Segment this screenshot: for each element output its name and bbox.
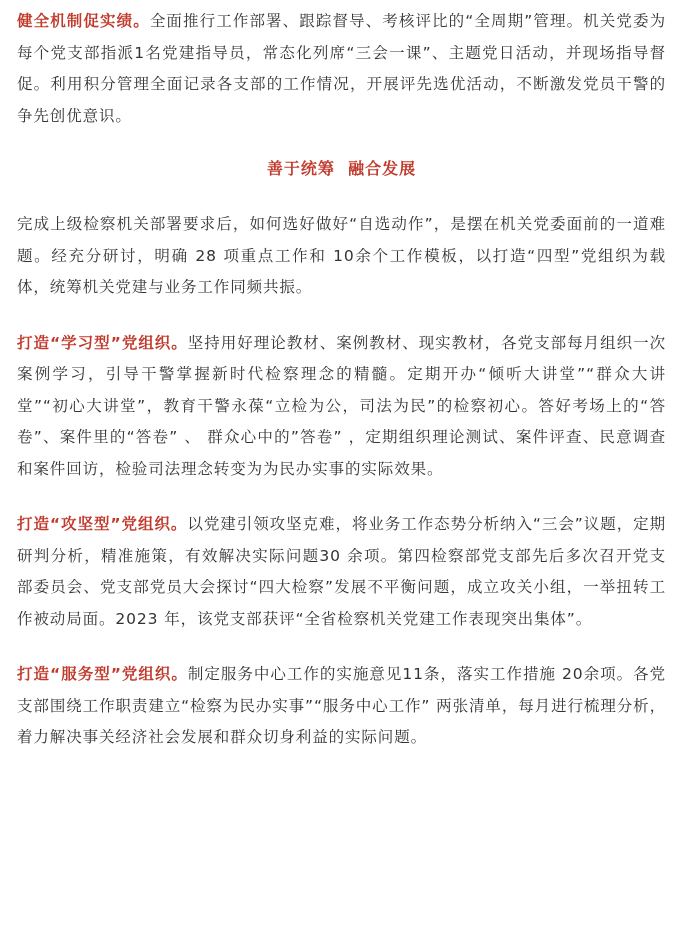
paragraph-lead-learning-type: 打造“学习型”党组织。 [17,333,188,352]
paragraph-lead-service-type: 打造“服务型”党组织。 [17,665,188,683]
paragraph-text-learning-type: 坚持用好理论教材、案例教材、现实教材，各党支部每月组织一次案例学习，引导干警掌握新时代检察理念的精髓。定期开办“倾听大讲堂”“群众大讲堂”“初心大讲堂”，教育干警永葆“立检为公，司法为民”的检察初心。答好考场上的“答卷”、案件里的“答卷” 、 群众心中的”答卷” ，定期组织理论测试、案件评查、民意调查和案件回访，检验司法理念转变为为民办实事的实际效果。 [17,333,666,478]
paragraph-lead-tackling-type: 打造“攻坚型”党组织。 [17,515,188,533]
paragraph-service-type [17,659,666,754]
section-heading: 善于统筹 融合发展 [266,159,417,178]
paragraph-text-tackling-type: 以党建引领攻坚克难，将业务工作态势分析纳入“三会”议题，定期研判分析，精准施策，有效解决实际问题30 余项。第四检察部党支部先后多次召开党支部委员会、党支部党员大会探讨“四大检察”发展不平衡问题，成立攻关小组，一举扭转工作被动局面。2023 年，该党支部获评“全省检察机关党建工作表现突出集体”。 [17,515,667,628]
paragraph-intro [17,209,666,304]
paragraph-learning-type [17,328,666,486]
paragraph-lead-mechanism: 健全机制促实绩。 [17,12,150,30]
paragraph-tackling-type [17,509,666,635]
paragraph-text-service-type: 制定服务中心工作的实施意见11条，落实工作措施 20余项。各党支部围绕工作职责建立“检察为民办实事”“服务中心工作” 两张清单，每月进行梳理分析，着力解决事关经济社会发展和群众切身利益的实际问题。 [17,665,666,746]
paragraph-mechanism [17,0,666,132]
paragraph-text-intro: 完成上级检察机关部署要求后，如何选好做好“自选动作”，是摆在机关党委面前的一道难题。经充分研讨，明确 28 项重点工作和 10余个工作模板，以打造“四型”党组织为载体，统筹机关党建与业务工作同频共振。 [17,215,666,296]
paragraph-text-mechanism: 全面推行工作部署、跟踪督导、考核评比的“全周期”管理。机关党委为每个党支部指派1名党建指导员，常态化列席“三会一课”、主题党日活动，并现场指导督促。利用积分管理全面记录各支部的工作情况，开展评先选优活动，不断激发党员干警的争先创优意识。 [17,12,666,125]
